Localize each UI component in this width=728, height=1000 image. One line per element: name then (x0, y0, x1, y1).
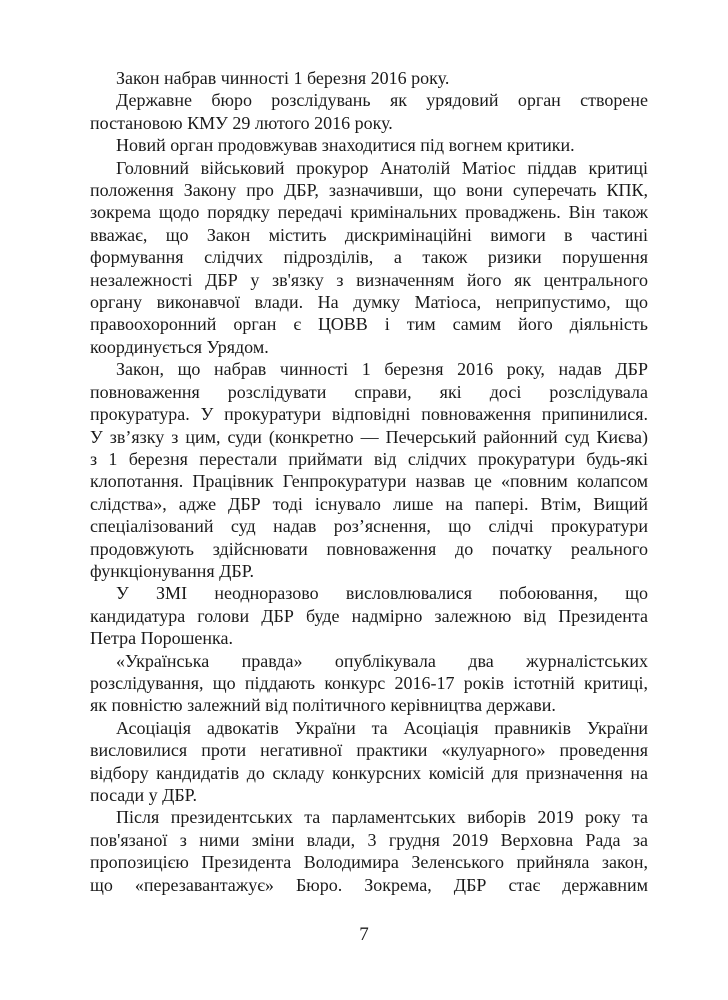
text-line: повноваження розслідувати справи, які досі розслідувала (90, 381, 648, 402)
text-line: У зв’язку з цим, суди (конкретно — Печерський районний суд Києва) (90, 426, 648, 447)
paragraph (90, 806, 648, 896)
text-line: розслідування, що піддають конкурс 2016-17 років істотній критиці, (90, 672, 648, 693)
text-line: функціонування ДБР. (90, 560, 255, 581)
text-line: формування слідчих підрозділів, а також ризики порушення (90, 247, 648, 268)
text-line: Після президентських та парламентських виборів 2019 року та (116, 807, 648, 828)
text-line: Петра Порошенка. (90, 628, 234, 649)
text-line: органу виконавчої влади. На думку Матіоса, неприпустимо, що (90, 292, 648, 313)
page-number: 7 (359, 924, 369, 945)
text-line: як повністю залежний від політичного керівництва держави. (90, 695, 556, 716)
text-line: зокрема щодо порядку передачі кримінальних проваджень. Він також (90, 202, 648, 223)
paragraph (90, 358, 648, 582)
text-line: Головний військовий прокурор Анатолій Матіос піддав критиці (116, 157, 648, 178)
paragraph (90, 157, 648, 359)
text-line: відбору кандидатів до складу конкурсних комісій для призначення на (90, 762, 648, 783)
text-line: Новий орган продовжував знаходитися під вогнем критики. (116, 135, 575, 156)
text-line: постановою КМУ 29 лютого 2016 року. (90, 112, 393, 133)
text-line: кандидатура голови ДБР буде надмірно залежною від Президента (90, 605, 648, 626)
text-line: з 1 березня перестали приймати від слідчих прокуратури будь-які (90, 448, 648, 469)
text-line: клопотання. Працівник Генпрокуратури назвав це «повним колапсом (90, 471, 648, 492)
paragraph (90, 582, 648, 649)
text-line: Закон, що набрав чинності 1 березня 2016 року, надав ДБР (116, 359, 648, 380)
text-line: що «перезавантажує» Бюро. Зокрема, ДБР стає державним (90, 874, 648, 895)
paragraph (90, 650, 648, 717)
text-line: висловилися проти негативної практики «кулуарного» проведення (90, 740, 648, 761)
paragraph (90, 717, 648, 807)
text-line: посади у ДБР. (90, 785, 197, 805)
paragraph (90, 67, 648, 89)
text-line: пов'язаної з ними зміни влади, 3 грудня 2019 Верховна Рада за (90, 829, 648, 850)
text-line: правоохоронний орган є ЦОВВ і тим самим його діяльність (90, 314, 648, 335)
text-line: пропозицією Президента Володимира Зеленського прийняла закон, (90, 852, 648, 873)
document-body (90, 67, 648, 896)
text-line: слідства», адже ДБР тоді існувало лише на папері. Втім, Вищий (90, 493, 648, 514)
text-line: Асоціація адвокатів України та Асоціація правників України (116, 717, 648, 738)
text-line: вважає, що Закон містить дискримінаційні вимоги в частині (90, 224, 648, 245)
text-line: спеціалізований суд надав роз’яснення, що слідчі прокуратури (90, 516, 648, 537)
paragraph (90, 89, 648, 134)
text-line: Державне бюро розслідувань як урядовий орган створене (116, 90, 648, 111)
paragraph (90, 134, 648, 156)
text-line: координується Урядом. (90, 336, 269, 357)
text-line: У ЗМІ неодноразово висловлювалися побоювання, що (116, 583, 648, 604)
text-line: положення Закону про ДБР, зазначивши, що вони суперечать КПК, (90, 180, 648, 201)
text-line: Закон набрав чинності 1 березня 2016 року. (116, 68, 450, 88)
text-line: продовжують здійснювати повноваження до початку реального (90, 538, 648, 559)
text-line: незалежності ДБР у зв'язку з визначенням його як центрального (90, 269, 648, 290)
text-line: прокуратура. У прокуратури відповідні повноваження припинилися. (90, 404, 648, 425)
text-line: «Українська правда» опублікувала два журналістських (116, 650, 648, 671)
